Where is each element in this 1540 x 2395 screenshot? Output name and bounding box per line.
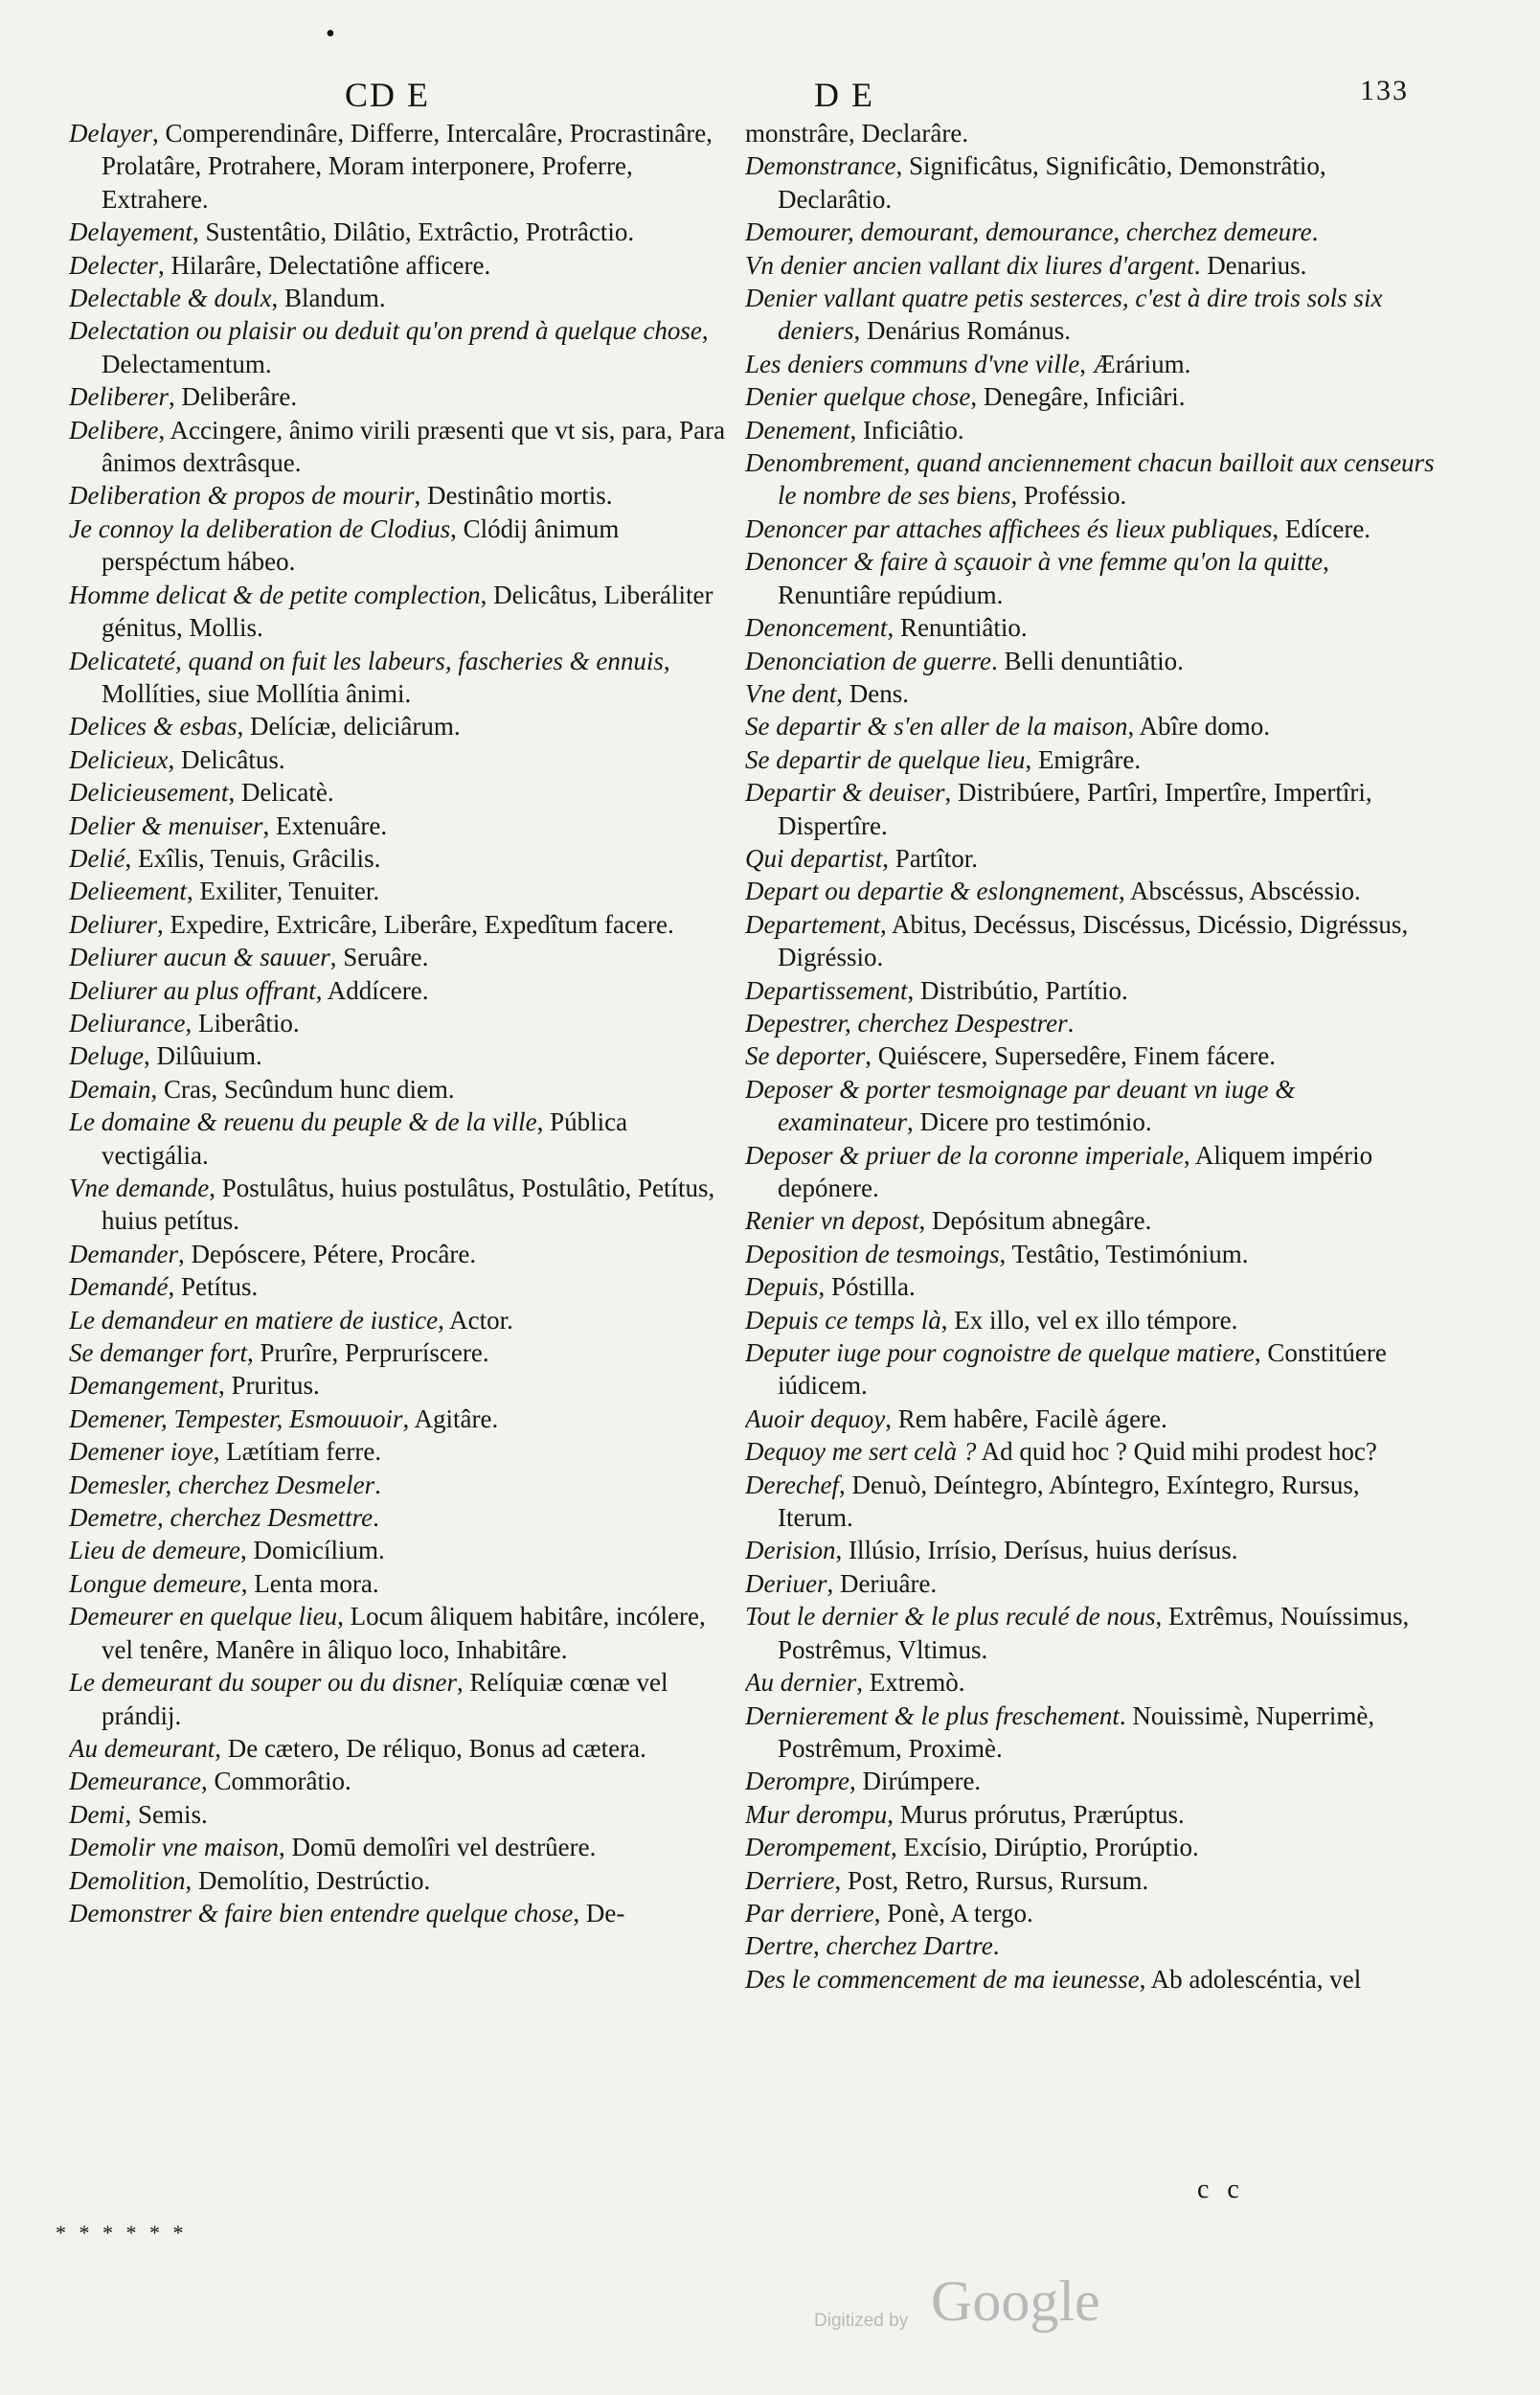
french-headword: Longue demeure: [69, 1568, 241, 1598]
french-headword: Derompement: [745, 1833, 891, 1862]
dictionary-entry: [69, 1831, 730, 1863]
latin-equivalents: Ad quid hoc ? Quid mihi prodest hoc?: [976, 1437, 1377, 1467]
dictionary-entry: [69, 282, 730, 314]
french-headword: Denier vallant quatre petis sesterces, c'est à dire trois sols six deniers: [745, 284, 1383, 346]
dictionary-entry: [745, 1336, 1435, 1403]
dictionary-entry: [745, 908, 1435, 974]
french-headword: Departir & deuiser: [745, 778, 945, 808]
latin-equivalents: , Lenta mora.: [240, 1568, 379, 1598]
latin-equivalents: , Pública vectigália.: [102, 1107, 628, 1170]
french-headword: Delayement: [69, 217, 192, 247]
latin-equivalents: , Domicílium.: [239, 1536, 385, 1565]
french-headword: Demener, Tempester, Esmouuoir: [69, 1403, 403, 1433]
french-headword: Delicieusement: [69, 778, 229, 808]
dictionary-entry: [745, 875, 1435, 907]
dictionary-entry: [745, 1666, 1435, 1699]
latin-equivalents: , Liberâtio.: [185, 1008, 300, 1038]
dictionary-entry: [69, 908, 730, 941]
french-headword: Demi: [69, 1799, 125, 1829]
latin-equivalents: , Aliquem império depónere.: [778, 1140, 1373, 1202]
french-headword: Delectable & doulx: [69, 284, 272, 313]
latin-equivalents: , Denegâre, Inficiâri.: [970, 382, 1186, 412]
dictionary-entry: [69, 743, 730, 776]
french-headword: Departissement: [745, 975, 908, 1005]
french-headword: Denement: [745, 415, 850, 445]
french-headword: Homme delicat & de petite complection: [69, 580, 481, 609]
dictionary-entry: [745, 1864, 1435, 1897]
dictionary-entry: [745, 1963, 1435, 1996]
right-column: [745, 117, 1435, 2205]
dictionary-entry: [745, 282, 1435, 348]
latin-equivalents: , Abîre domo.: [1127, 712, 1270, 741]
dictionary-entry: [745, 1469, 1435, 1535]
google-logo: Google: [931, 2270, 1100, 2333]
latin-equivalents: , Constitúere iúdicem.: [778, 1338, 1387, 1401]
latin-equivalents: , Expedire, Extricâre, Liberâre, Expedîtum facere.: [156, 909, 674, 939]
dictionary-entry: [745, 710, 1435, 742]
dictionary-entry: [69, 414, 730, 480]
french-headword: Les deniers communs d'vne ville: [745, 349, 1080, 378]
latin-equivalents: , Semis.: [125, 1799, 208, 1829]
latin-equivalents: , Deliberâre.: [168, 382, 298, 412]
latin-equivalents: , Distribúere, Partîri, Impertîre, Impertîri, Dispertîre.: [778, 778, 1372, 840]
dictionary-entry: [745, 545, 1435, 611]
french-headword: Demeurance: [69, 1767, 201, 1796]
dictionary-entry: [745, 149, 1435, 216]
dictionary-entry: [69, 216, 730, 248]
latin-equivalents: , Póstilla.: [818, 1272, 916, 1302]
latin-equivalents: , Mollíties, siue Mollítia ânimi.: [102, 646, 670, 708]
french-headword: Qui departist: [745, 843, 883, 873]
dictionary-entry: [745, 216, 1435, 248]
latin-equivalents: , Ab adolescéntia, vel: [1139, 1964, 1362, 1994]
french-headword: Dequoy me sert celà ?: [745, 1437, 977, 1467]
left-column: [69, 117, 730, 2205]
french-headword: Par derriere: [745, 1898, 874, 1927]
dictionary-entry: [745, 117, 1435, 149]
latin-equivalents: , Renuntiâre repúdium.: [778, 547, 1329, 609]
french-headword: Denier quelque chose: [745, 382, 971, 412]
dictionary-entry: [69, 710, 730, 742]
latin-equivalents: , Depósitum abnegâre.: [918, 1206, 1152, 1236]
dictionary-entry: [745, 1007, 1435, 1039]
latin-equivalents: , Denuò, Deíntegro, Abíntegro, Exíntegro, Rursus, Iterum.: [778, 1470, 1360, 1533]
french-headword: Se departir & s'en aller de la maison: [745, 712, 1128, 741]
french-headword: Demourer, demourant, demourance, cherchez demeure: [745, 217, 1312, 247]
running-head-right: D E: [814, 76, 874, 114]
latin-equivalents: , Exiliter, Tenuiter.: [186, 877, 380, 906]
latin-equivalents: , Destinâtio mortis.: [414, 481, 613, 511]
dictionary-entry: [69, 1369, 730, 1402]
dictionary-entry: [745, 1039, 1435, 1072]
latin-equivalents: .: [992, 1931, 1000, 1961]
french-headword: Renier vn depost: [745, 1206, 919, 1236]
latin-equivalents: .: [374, 1470, 381, 1499]
latin-equivalents: , Petítus.: [168, 1272, 259, 1302]
french-headword: Denoncer & faire à sçauoir à vne femme qu'on la quitte: [745, 547, 1324, 577]
latin-equivalents: , Depóscere, Pétere, Procâre.: [177, 1239, 477, 1268]
latin-equivalents: , De-: [573, 1898, 625, 1927]
dictionary-entry: [69, 117, 730, 216]
french-headword: Demetre, cherchez Desmettre: [69, 1503, 374, 1533]
french-headword: Demonstrer & faire bien entendre quelque chose: [69, 1898, 574, 1927]
latin-equivalents: , Relíquiæ cœnæ vel prándij.: [102, 1668, 668, 1730]
french-headword: Derompre: [745, 1767, 849, 1796]
french-headword: Se deporter: [745, 1041, 866, 1071]
french-headword: Deliberation & propos de mourir: [69, 481, 415, 511]
dictionary-entry: [745, 1534, 1435, 1566]
french-headword: Dernierement & le plus freschement: [745, 1700, 1120, 1730]
latin-equivalents: , Ponè, A tergo.: [873, 1898, 1033, 1927]
dictionary-entry: [745, 974, 1435, 1007]
watermark-prefix: Digitized by: [814, 2311, 909, 2331]
dictionary-entry: [69, 1864, 730, 1897]
french-headword: Demonstrance: [745, 151, 896, 181]
latin-equivalents: , Postulâtus, huius postulâtus, Postulâtio, Petítus, huius petítus.: [102, 1174, 715, 1236]
dictionary-entry: [745, 677, 1435, 710]
latin-equivalents: , Extrêmus, Nouíssimus, Postrêmus, Vltimus.: [778, 1602, 1410, 1664]
latin-equivalents: .: [1067, 1008, 1075, 1038]
dictionary-entry: [69, 1469, 730, 1501]
latin-equivalents: , Renuntiâtio.: [887, 613, 1028, 643]
latin-equivalents: , Abitus, Decéssus, Discéssus, Dicéssio, Digréssus, Digréssio.: [778, 909, 1409, 972]
french-headword: Au dernier: [745, 1668, 857, 1698]
latin-equivalents: , Quiéscere, Supersedêre, Finem fácere.: [865, 1041, 1277, 1071]
french-headword: Vne demande: [69, 1174, 210, 1202]
latin-equivalents: , Ex illo, vel ex illo témpore.: [940, 1305, 1238, 1334]
dictionary-entry: [69, 479, 730, 512]
dictionary-entry: [69, 645, 730, 711]
running-head: [345, 75, 1456, 123]
french-headword: Derechef: [745, 1470, 839, 1499]
signature-mark: c c: [1197, 2175, 1245, 2204]
latin-equivalents: , Addícere.: [315, 975, 429, 1005]
latin-equivalents: , Delectamentum.: [102, 316, 709, 378]
french-headword: Delicateté, quand on fuit les labeurs, fascheries & ennuis: [69, 646, 664, 675]
french-headword: Deposition de tesmoings: [745, 1239, 1000, 1268]
french-headword: Demolition: [69, 1865, 186, 1895]
footer-ornament: * * * * * *: [56, 2221, 188, 2245]
dictionary-entry: [69, 1567, 730, 1600]
dictionary-entry: [745, 1929, 1435, 1962]
dictionary-entry: [745, 1073, 1435, 1139]
dictionary-entry: [69, 974, 730, 1007]
latin-equivalents: monstrâre, Declarâre.: [745, 119, 969, 148]
french-headword: Delié: [69, 843, 125, 873]
dictionary-entry: [745, 380, 1435, 413]
dictionary-entry: [745, 1699, 1435, 1766]
dictionary-entry: [69, 810, 730, 842]
dictionary-entry: [745, 1403, 1435, 1435]
dictionary-entry: [69, 1073, 730, 1106]
latin-equivalents: , Ærárium.: [1079, 349, 1191, 378]
dictionary-entry: [69, 513, 730, 579]
digitization-watermark: [814, 2269, 1159, 2345]
latin-equivalents: , Pruritus.: [217, 1371, 320, 1401]
dictionary-entry: [745, 348, 1435, 380]
dictionary-entry: [69, 1007, 730, 1039]
dictionary-entry: [69, 1304, 730, 1336]
french-headword: Dertre, cherchez Dartre: [745, 1931, 993, 1961]
latin-equivalents: , Denárius Románus.: [853, 316, 1071, 346]
french-headword: Le demandeur en matiere de iustice: [69, 1305, 439, 1334]
latin-equivalents: , Agitâre.: [402, 1403, 499, 1433]
latin-equivalents: , Significâtus, Significâtio, Demonstrâtio, Declarâtio.: [778, 151, 1326, 214]
dictionary-entry: [745, 513, 1435, 545]
dictionary-entry: [745, 611, 1435, 644]
dictionary-entry: [745, 446, 1435, 513]
dictionary-entry: [69, 249, 730, 282]
french-headword: Vn denier ancien vallant dix liures d'argent: [745, 250, 1194, 280]
dictionary-entry: [745, 776, 1435, 842]
french-headword: Deliurer: [69, 909, 157, 939]
latin-equivalents: , Deriuâre.: [827, 1568, 938, 1598]
latin-equivalents: . Nouissimè, Nuperrimè, Postrêmum, Proximè.: [778, 1700, 1375, 1763]
french-headword: Deliurer aucun & sauuer: [69, 943, 330, 972]
dictionary-entry: [69, 1039, 730, 1072]
dictionary-entry: [745, 414, 1435, 446]
dictionary-entry: [745, 842, 1435, 875]
french-headword: Deliberer: [69, 382, 169, 412]
latin-equivalents: , De cætero, De réliquo, Bonus ad cætera.: [215, 1733, 646, 1763]
french-headword: Derriere: [745, 1865, 835, 1895]
french-headword: Deriuer: [745, 1568, 827, 1598]
latin-equivalents: , Delíciæ, deliciârum.: [237, 712, 461, 741]
dictionary-entry: [69, 1172, 730, 1238]
french-headword: Delieement: [69, 877, 187, 906]
latin-equivalents: , Illúsio, Irrísio, Derísus, huius derísus.: [835, 1536, 1238, 1565]
dictionary-entry: [69, 1435, 730, 1468]
french-headword: Delayer: [69, 119, 152, 148]
french-headword: Au demeurant: [69, 1733, 215, 1763]
french-headword: Demander: [69, 1239, 178, 1268]
dictionary-entry: [69, 1270, 730, 1303]
latin-equivalents: , Rem habêre, Facilè ágere.: [885, 1403, 1167, 1433]
dictionary-entry: [745, 1897, 1435, 1929]
running-head-left: CD E: [345, 76, 430, 114]
dictionary-entry: [745, 1567, 1435, 1600]
french-headword: Denonciation de guerre: [745, 646, 991, 675]
latin-equivalents: , Inficiâtio.: [849, 415, 964, 445]
page-number: 133: [1360, 75, 1409, 106]
french-headword: Denoncement: [745, 613, 888, 643]
french-headword: Deliurer au plus offrant: [69, 975, 316, 1005]
french-headword: Le demeurant du souper ou du disner: [69, 1668, 457, 1698]
latin-equivalents: .: [1311, 217, 1319, 247]
french-headword: Demener ioye: [69, 1437, 214, 1467]
dictionary-entry: [745, 1600, 1435, 1666]
dictionary-entry: [69, 842, 730, 875]
dictionary-entry: [745, 1204, 1435, 1237]
latin-equivalents: , Demolítio, Destrúctio.: [185, 1865, 431, 1895]
dictionary-entry: [69, 875, 730, 907]
dictionary-entry: [745, 249, 1435, 282]
french-headword: Je connoy la deliberation de Clodius: [69, 513, 451, 543]
dictionary-entry: [69, 380, 730, 413]
latin-equivalents: . Denarius.: [1193, 250, 1307, 280]
dictionary-entry: [69, 1106, 730, 1172]
french-headword: Depestrer, cherchez Despestrer: [745, 1008, 1068, 1038]
french-headword: Delectation ou plaisir ou deduit qu'on prend à quelque chose: [69, 316, 702, 346]
french-headword: Demangement: [69, 1371, 218, 1401]
french-headword: Denoncer par attaches affichees és lieux publiques: [745, 513, 1273, 543]
latin-equivalents: , Domū demolîri vel destrûere.: [278, 1833, 597, 1862]
french-headword: Lieu de demeure: [69, 1536, 240, 1565]
latin-equivalents: , Dicere pro testimónio.: [906, 1107, 1152, 1137]
french-headword: Le domaine & reuenu du peuple & de la ville: [69, 1107, 537, 1137]
dictionary-entry: [69, 1897, 730, 1929]
dictionary-entry: [69, 1765, 730, 1797]
french-headword: Depuis ce temps là: [745, 1305, 941, 1334]
dictionary-entry: [69, 314, 730, 380]
latin-equivalents: , Prurîre, Perpruríscere.: [246, 1338, 489, 1368]
dictionary-entry: [745, 1139, 1435, 1205]
french-headword: Denombrement, quand anciennement chacun bailloit aux censeurs le nombre de ses biens: [745, 448, 1435, 511]
latin-equivalents: , Murus prórutus, Prærúptus.: [887, 1799, 1185, 1829]
french-headword: Demandé: [69, 1272, 169, 1302]
dictionary-entry: [69, 1501, 730, 1534]
latin-equivalents: , Lætítiam ferre.: [213, 1437, 382, 1467]
dictionary-entry: [745, 1831, 1435, 1863]
french-headword: Demeurer en quelque lieu: [69, 1602, 338, 1631]
latin-equivalents: , Delicatè.: [228, 778, 334, 808]
dictionary-entry: [69, 1336, 730, 1369]
dictionary-entry: [745, 645, 1435, 677]
dictionary-entry: [69, 1403, 730, 1435]
latin-equivalents: , Cras, Secûndum hunc diem.: [150, 1074, 455, 1104]
french-headword: Auoir dequoy: [745, 1403, 886, 1433]
dictionary-entry: [745, 1304, 1435, 1336]
latin-equivalents: , Exîlis, Tenuis, Grâcilis.: [125, 843, 381, 873]
latin-equivalents: , Proféssio.: [1010, 481, 1127, 511]
french-headword: Vne dent: [745, 678, 837, 708]
latin-equivalents: , Dens.: [836, 678, 909, 708]
latin-equivalents: , Emigrâre.: [1025, 744, 1142, 774]
dictionary-entry: [745, 1270, 1435, 1303]
dictionary-entry: [69, 776, 730, 809]
latin-equivalents: , Distribútio, Partítio.: [907, 975, 1128, 1005]
french-headword: Delibere: [69, 415, 159, 445]
latin-equivalents: , Partîtor.: [882, 843, 979, 873]
dictionary-entry: [69, 1732, 730, 1765]
french-headword: Deputer iuge pour cognoistre de quelque matiere: [745, 1338, 1255, 1368]
french-headword: Deposer & priuer de la coronne imperiale: [745, 1140, 1184, 1170]
dictionary-entry: [69, 1534, 730, 1566]
french-headword: Delier & menuiser: [69, 810, 263, 840]
french-headword: Deposer & porter tesmoignage par deuant vn iuge & examinateur: [745, 1074, 1296, 1137]
latin-equivalents: , Dirúmpere.: [849, 1767, 982, 1796]
ink-blot: •: [326, 19, 335, 49]
latin-equivalents: , Comperendinâre, Differre, Intercalâre, Procrastinâre, Prolatâre, Protrahere, Moram interponere, Proferre, Extrahere.: [102, 119, 713, 214]
latin-equivalents: , Accingere, ânimo virili præsenti que vt sis, para, Para ânimos dextrâsque.: [102, 415, 726, 478]
latin-equivalents: , Locum âliquem habitâre, incólere, vel tenêre, Manêre in âliquo loco, Inhabitâre.: [102, 1602, 706, 1664]
french-headword: Depart ou departie & eslongnement: [745, 877, 1119, 906]
dictionary-entry: [69, 1666, 730, 1732]
dictionary-entry: [69, 941, 730, 973]
latin-equivalents: , Abscéssus, Abscéssio.: [1118, 877, 1361, 906]
french-headword: Deluge: [69, 1041, 144, 1071]
latin-equivalents: , Hilarâre, Delectatiône afficere.: [157, 250, 491, 280]
dictionary-entry: [69, 579, 730, 645]
french-headword: Delicieux: [69, 744, 169, 774]
dictionary-entry: [745, 1435, 1435, 1468]
dictionary-entry: [745, 1238, 1435, 1270]
latin-equivalents: , Blandum.: [271, 284, 386, 313]
french-headword: Depuis: [745, 1272, 819, 1302]
french-headword: Derision: [745, 1536, 836, 1565]
french-headword: Des le commencement de ma ieunesse: [745, 1964, 1140, 1994]
french-headword: Tout le dernier & le plus reculé de nous: [745, 1602, 1156, 1631]
dictionary-entry: [69, 1600, 730, 1666]
french-headword: Se demanger fort: [69, 1338, 247, 1368]
latin-equivalents: , Edícere.: [1272, 513, 1371, 543]
latin-equivalents: , Clódij ânimum perspéctum hábeo.: [102, 513, 620, 577]
latin-equivalents: .: [373, 1503, 379, 1533]
latin-equivalents: , Commorâtio.: [200, 1767, 351, 1796]
latin-equivalents: , Sustentâtio, Dilâtio, Extrâctio, Protrâctio.: [192, 217, 635, 247]
latin-equivalents: , Post, Retro, Rursus, Rursum.: [834, 1865, 1149, 1895]
dictionary-entry: [745, 1765, 1435, 1797]
french-headword: Mur derompu: [745, 1799, 888, 1829]
latin-equivalents: , Extremò.: [856, 1668, 965, 1698]
french-headword: Se departir de quelque lieu: [745, 744, 1026, 774]
dictionary-entry: [69, 1238, 730, 1270]
dictionary-entry: [745, 1798, 1435, 1831]
latin-equivalents: , Extenuâre.: [262, 810, 388, 840]
latin-equivalents: , Excísio, Dirúptio, Prorúptio.: [890, 1833, 1199, 1862]
french-headword: Delecter: [69, 250, 158, 280]
latin-equivalents: , Actor.: [438, 1305, 513, 1334]
french-headword: Departement: [745, 909, 880, 939]
french-headword: Demolir vne maison: [69, 1833, 279, 1862]
french-headword: Deliurance: [69, 1008, 186, 1038]
french-headword: Delices & esbas: [69, 712, 238, 741]
latin-equivalents: , Delicâtus, Liberáliter génitus, Mollis.: [102, 580, 713, 643]
french-headword: Demain: [69, 1074, 151, 1104]
latin-equivalents: . Belli denuntiâtio.: [990, 646, 1184, 675]
latin-equivalents: , Seruâre.: [329, 943, 429, 972]
latin-equivalents: , Testâtio, Testimónium.: [999, 1239, 1249, 1268]
dictionary-entry: [69, 1798, 730, 1831]
latin-equivalents: , Delicâtus.: [168, 744, 285, 774]
french-headword: Demesler, cherchez Desmeler: [69, 1470, 375, 1499]
latin-equivalents: , Dilûuium.: [143, 1041, 262, 1071]
dictionary-entry: [745, 743, 1435, 776]
